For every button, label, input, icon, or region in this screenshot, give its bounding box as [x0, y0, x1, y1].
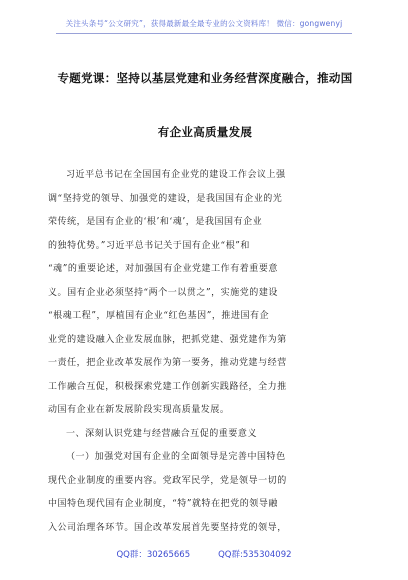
- paragraph-line: “根魂工程”，厚植国有企业“红色基因”，推进国有企: [48, 311, 270, 321]
- document-title-line-1: 专题党课：坚持以基层党建和业务经营深度融合，推动国: [57, 71, 353, 85]
- paragraph-line: 工作融合互促，积极探索党建工作创新实践路径，全力推: [48, 381, 287, 392]
- paragraph-line: 调“坚持党的领导、加强党的建设，是我国国有企业的光: [48, 193, 283, 204]
- paragraph-line: 中国特色现代国有企业制度，“特”就特在把党的领导融: [48, 499, 278, 509]
- paragraph-line: 现代企业制度的重要内容。党政军民学，党是领导一切的: [48, 475, 287, 486]
- paragraph-line: 业党的建设融入企业发展血脉，把抓党建、强党建作为第: [48, 334, 287, 345]
- footer-qq-group-2: QQ群:535304092: [218, 550, 292, 560]
- footer-qq-group-1: QQ群：30265665: [116, 550, 191, 560]
- document-body: [48, 164, 360, 540]
- document-title-line-2: 有企业高质量发展: [157, 125, 253, 139]
- page-header-promo: 关注头条号“公文研究”，获得最新最全最专业的公文资料库！ 微信：gongwenyj: [65, 19, 343, 28]
- section-heading: 一、深刻认识党建与经营融合互促的重要意义: [66, 428, 258, 439]
- paragraph-line: 入公司治理各环节。国企改革发展首先要坚持党的领导，: [48, 522, 287, 533]
- paragraph-line: 荣传统，是国有企业的‘根’和‘魂’，是我国国有企业: [48, 217, 263, 227]
- paragraph-line: 的独特优势。”习近平总书记关于国有企业“根”和: [48, 240, 250, 251]
- page-footer: [0, 548, 408, 560]
- paragraph-line: 动国有企业在新发展阶段实现高质量发展。: [48, 405, 230, 415]
- paragraph-line: 习近平总书记在全国国有企业党的建设工作会议上强: [66, 170, 286, 180]
- paragraph-line: （一）加强党对国有企业的全面领导是完善中国特色: [66, 452, 286, 462]
- paragraph-line: 义。国有企业必须坚持“两个一以贯之”，实施党的建设: [48, 287, 278, 298]
- paragraph-line: “魂”的重要论述，对加强国有企业党建工作有着重要意: [48, 264, 278, 274]
- header-divider: [56, 33, 352, 34]
- paragraph-line: 一责任，把企业改革发展作为第一要务，推动党建与经营: [48, 358, 287, 368]
